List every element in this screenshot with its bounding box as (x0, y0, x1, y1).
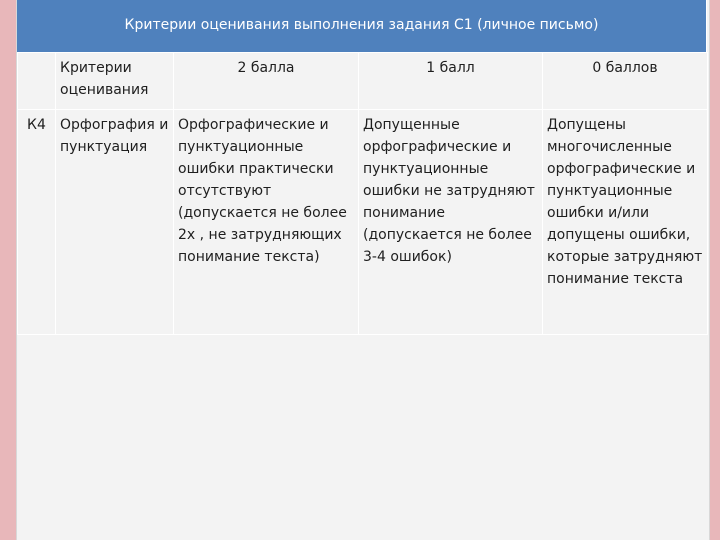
header-score-1: 1 балл (359, 53, 543, 110)
table-row (18, 110, 708, 335)
criteria-table (17, 52, 708, 335)
row-score-1-text: Допущенные орфографические и пунктуационные ошибки не затрудняют понимание (допускается не более 3-4 ошибок) (359, 110, 543, 335)
header-score-0: 0 баллов (543, 53, 708, 110)
row-criterion: Орфография и пунктуация (56, 110, 174, 335)
row-score-0-text: Допущены многочисленные орфографические и пунктуационные ошибки и/или допущены ошибки, которые затрудняют понимание текста (543, 110, 708, 335)
header-score-2: 2 балла (174, 53, 359, 110)
table-title: Критерии оценивания выполнения задания С1 (личное письмо) (17, 0, 707, 52)
header-empty-cell (18, 53, 56, 110)
row-id: К4 (18, 110, 56, 335)
row-score-2-text: Орфографические и пунктуационные ошибки практически отсутствуют (допускается не более 2х , не затрудняющих понимание текста) (174, 110, 359, 335)
header-criteria: Критерии оценивания (56, 53, 174, 110)
header-row (18, 53, 708, 110)
